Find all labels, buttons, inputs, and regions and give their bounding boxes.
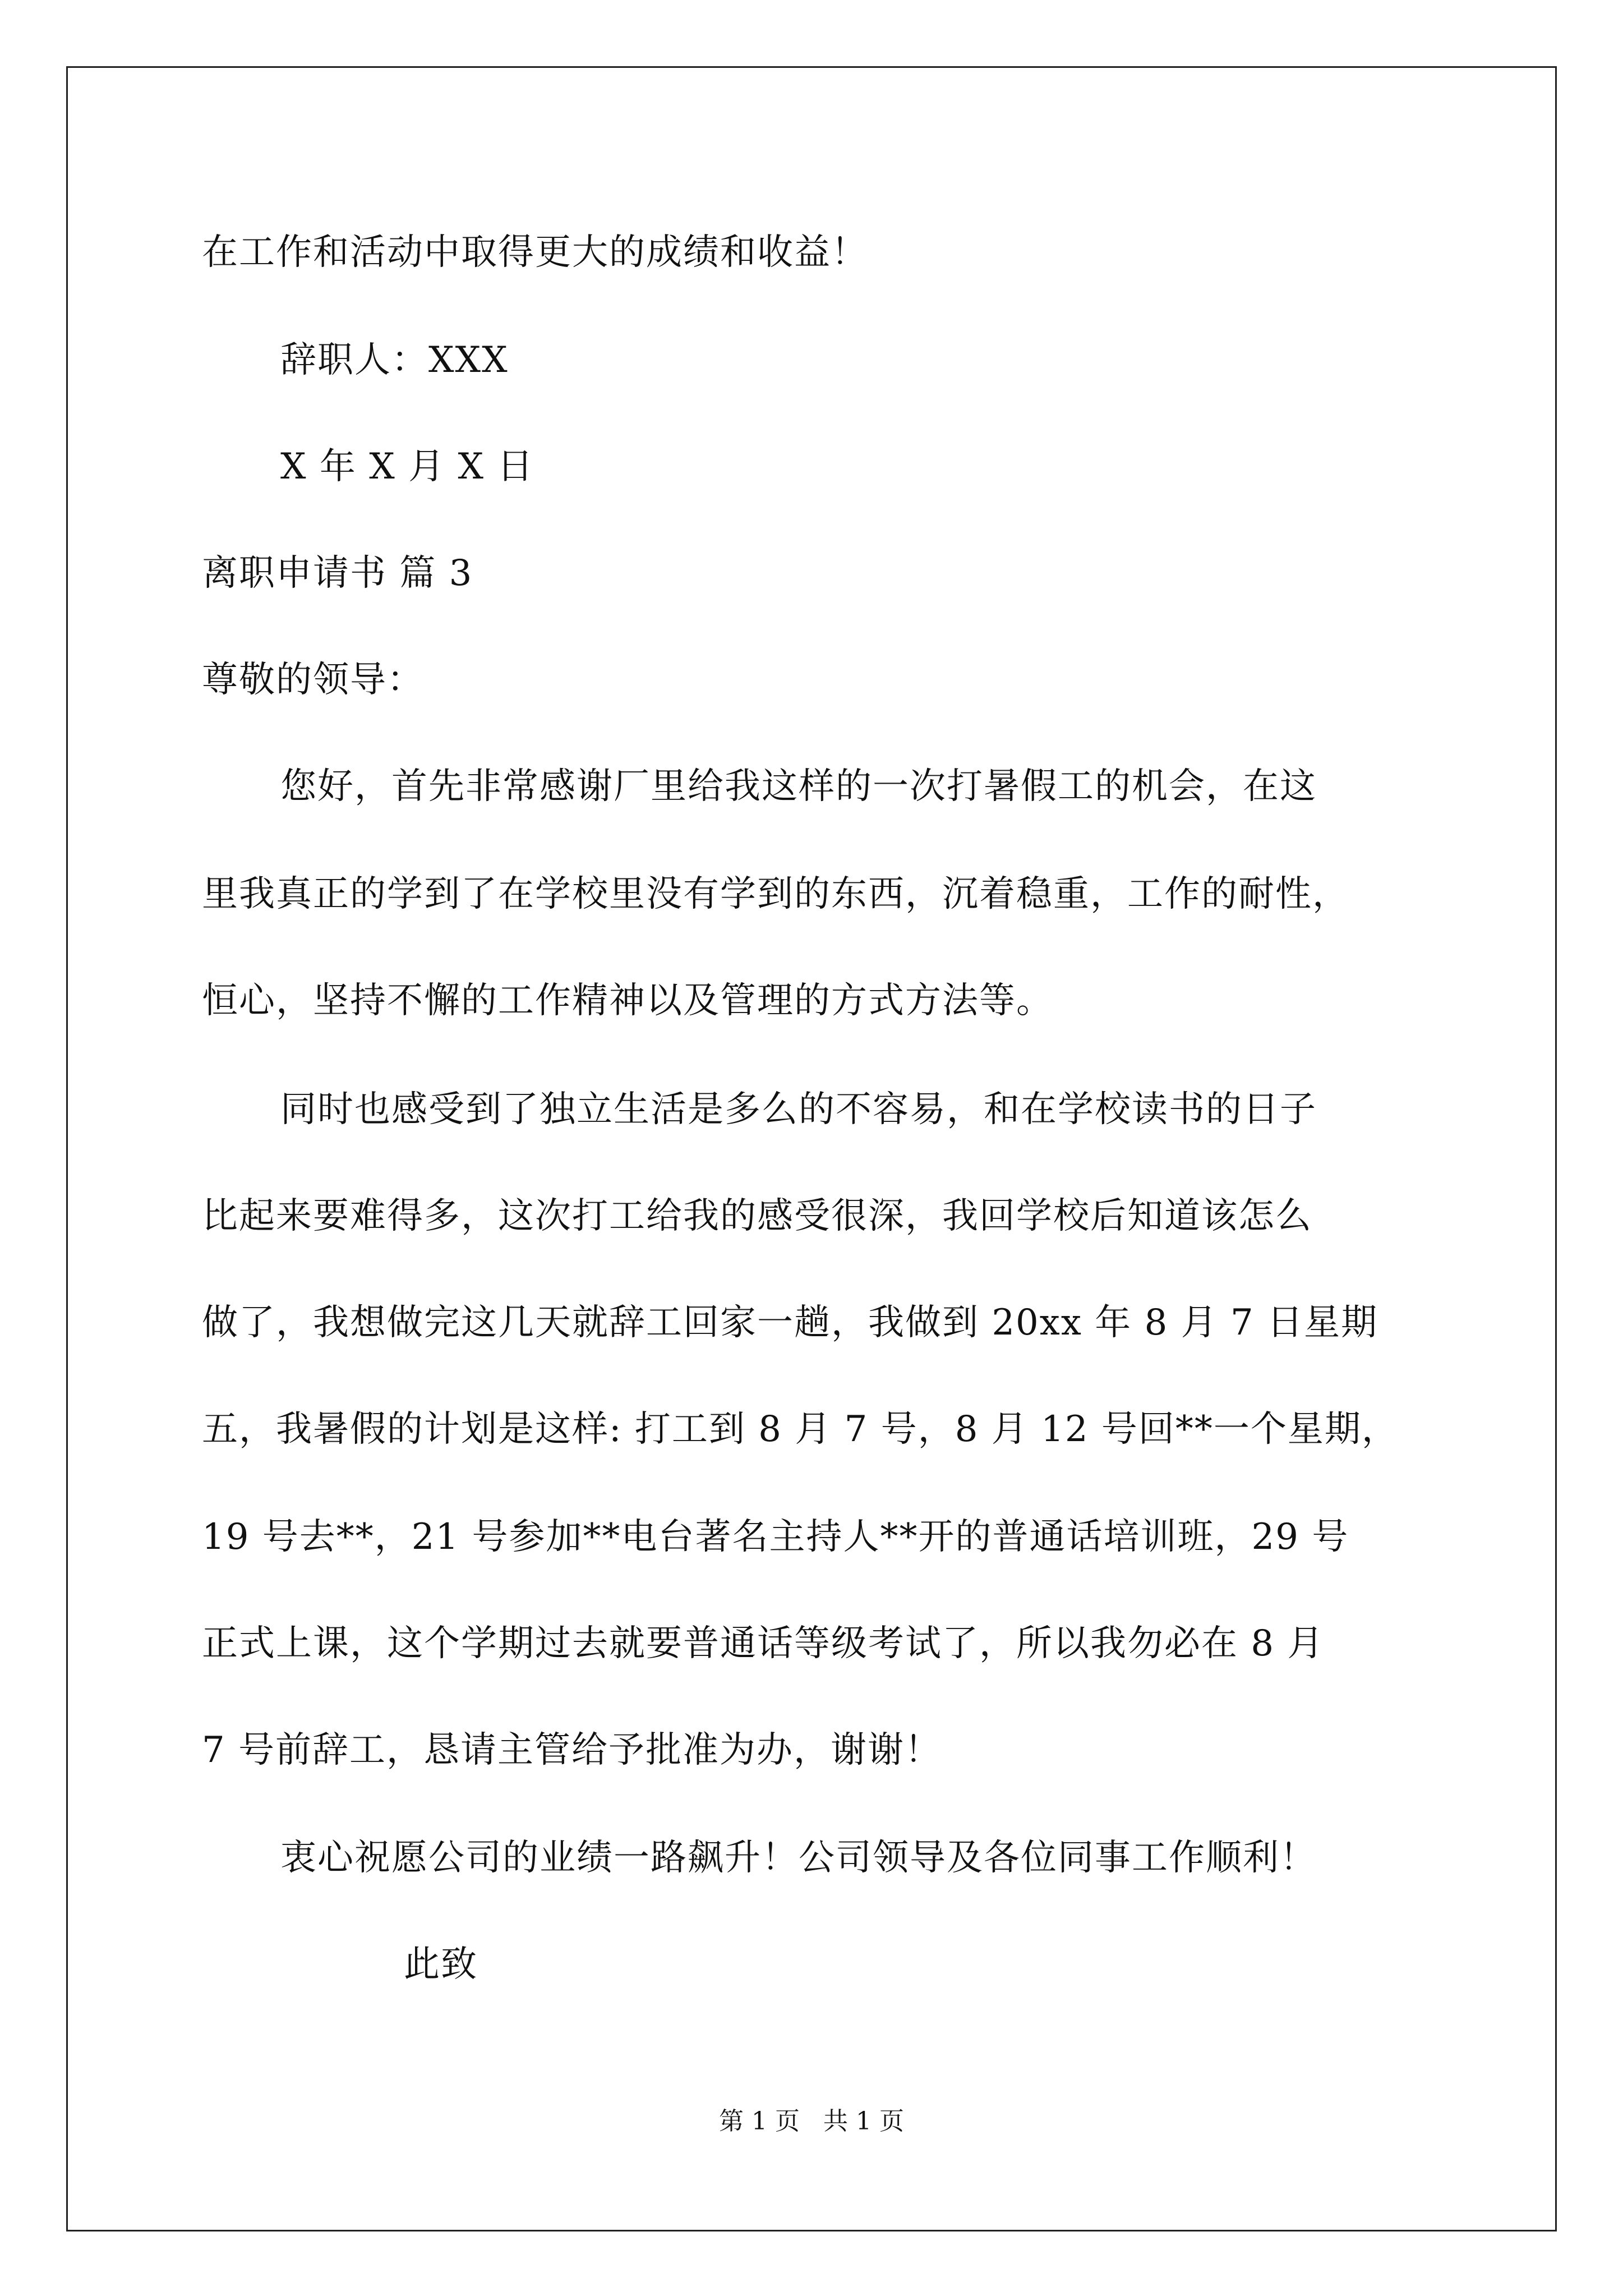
paragraph-1-line-1: 您好，首先非常感谢厂里给我这样的一次打暑假工的机会，在这: [280, 766, 1317, 807]
closing-salutation: 此致: [404, 1944, 478, 1985]
section-heading: 离职申请书 篇 3: [202, 553, 473, 594]
salutation: 尊敬的领导：: [202, 659, 424, 701]
paragraph-1-line-2: 里我真正的学到了在学校里没有学到的东西，沉着稳重，工作的耐性，: [202, 873, 1349, 915]
paragraph-2-line-2: 比起来要难得多，这次打工给我的感受很深，我回学校后知道该怎么: [202, 1195, 1312, 1237]
signature-line: 辞职人：XXX: [280, 339, 509, 381]
paragraph-2-line-4: 五，我暑假的计划是这样: 打工到 8 月 7 号，8 月 12 号回**一个星期，: [202, 1409, 1399, 1450]
page-border: [66, 66, 1557, 2231]
paragraph-2-line-1: 同时也感受到了独立生活是多么的不容易，和在学校读书的日子: [280, 1089, 1317, 1130]
body-line-closing-wish: 在工作和活动中取得更大的成绩和收益！: [202, 232, 868, 273]
page-number-footer: 第 1 页 共 1 页: [719, 2107, 904, 2136]
date-line: X 年 X 月 X 日: [280, 446, 534, 487]
closing-wishes: 衷心祝愿公司的业绩一路飙升！公司领导及各位同事工作顺利！: [280, 1837, 1317, 1879]
paragraph-2-line-6: 正式上课，这个学期过去就要普通话等级考试了，所以我勿必在 8 月: [202, 1623, 1325, 1664]
paragraph-2-line-5: 19 号去**，21 号参加**电台著名主持人**开的普通话培训班，29 号: [202, 1516, 1349, 1558]
paragraph-2-line-3: 做了，我想做完这几天就辞工回家一趟，我做到 20xx 年 8 月 7 日星期: [202, 1302, 1378, 1343]
paragraph-2-line-7: 7 号前辞工，恳请主管给予批准为办，谢谢！: [202, 1729, 942, 1771]
paragraph-1-line-3: 恒心，坚持不懈的工作精神以及管理的方式方法等。: [202, 980, 1053, 1022]
